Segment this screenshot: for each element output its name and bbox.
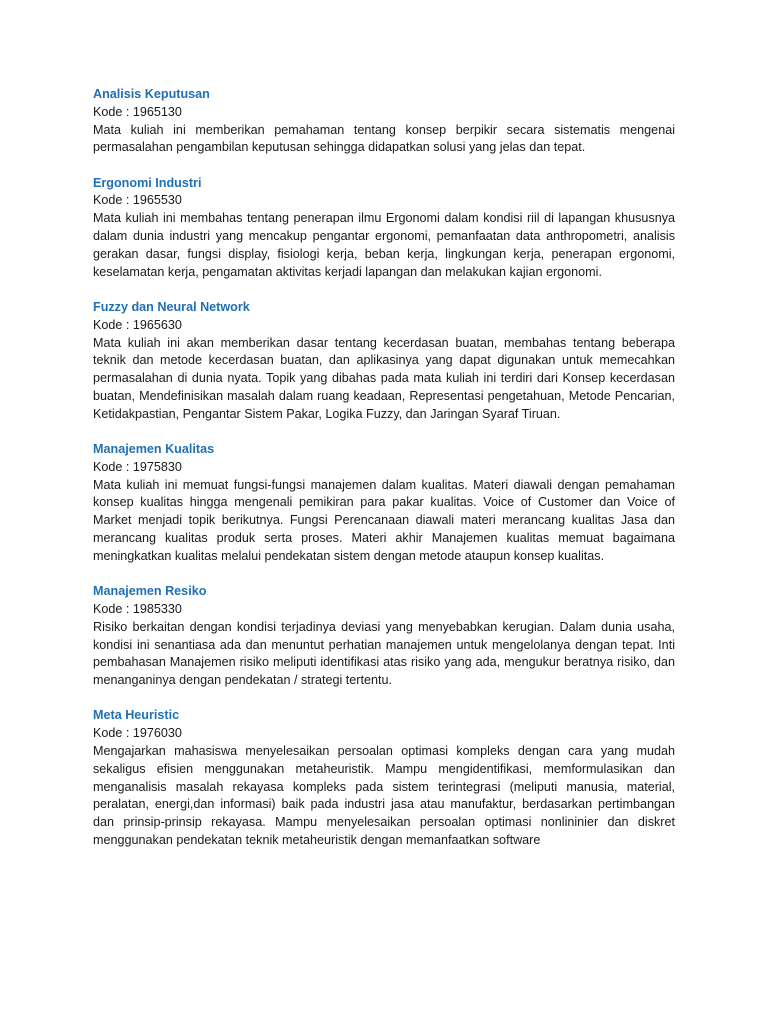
course-description: Mata kuliah ini memberikan pemahaman tentang konsep berpikir secara sistematis mengenai permasalahan pengambilan keputusan sehingga didapatkan solusi yang jelas dan tepat. [93,122,675,155]
course-code: Kode : 1965530 [93,193,182,208]
course-code: Kode : 1965630 [93,317,182,332]
course-title: Manajemen Kualitas [93,442,215,457]
course-title: Meta Heuristic [93,708,180,723]
course-description: Mata kuliah ini memuat fungsi-fungsi manajemen dalam kualitas. Materi diawali dengan pemahaman konsep kualitas hingga mengenali pemikiran para pakar kualitas. Voice of Customer dan Voice of Market menjadi topik berikutnya. Fungsi Perencanaan diawali materi merancang kualitas Jasa dan merancang kualitas produk serta proses. Materi akhir Manajemen kualitas memuat bagaimana meningkatkan kualitas melalui pendekatan sistem dengan metode ataupun konsep kualitas. [93,477,675,563]
course-code: Kode : 1985330 [93,601,182,616]
course-code: Kode : 1975830 [93,459,182,474]
course-description: Mengajarkan mahasiswa menyelesaikan persoalan optimasi kompleks dengan cara yang mudah sekaligus efisien menggunakan metaheuristik. Mampu mengidentifikasi, memformulasikan dan menganalisis masalah rekayasa kompleks pada sistem terintegrasi (meliputi manusia, material, peralatan, energi,dan informasi) baik pada industri jasa atau manufaktur, berdasarkan pertimbangan dan prinsip-prinsip rekayasa. Mampu menyelesaikan persoalan optimasi nonlininier dan diskret menggunakan pendekatan teknik metaheuristik dengan memanfaatkan software [93,744,675,847]
course-description: Mata kuliah ini membahas tentang penerapan ilmu Ergonomi dalam kondisi riil di lapangan khususnya dalam dunia industri yang mencakup pengantar ergonomi, pemanfaatan data anthropometri, analisis gerakan dasar, fungsi display, fisiologi kerja, beban kerja, lingkungan kerja, penerapan ergonomi, keselamatan kerja, pengamatan aktivitas kerjadi lapangan dan melakukan kajian ergonomi. [93,211,675,279]
course-manajemen-kualitas [93,441,675,566]
course-title: Analisis Keputusan [93,87,210,101]
document-page [93,86,675,867]
course-code: Kode : 1976030 [93,726,182,741]
course-title: Ergonomi Industri [93,175,202,190]
course-title: Fuzzy dan Neural Network [93,299,250,314]
course-ergonomi-industri [93,175,675,282]
course-description: Mata kuliah ini akan memberikan dasar tentang kecerdasan buatan, membahas tentang beberapa teknik dan metode kecerdasan buatan, dan aplikasinya yang dapat digunakan untuk memecahkan permasalahan di dunia nyata. Topik yang dibahas pada mata kuliah ini terdiri dari Konsep kecerdasan buatan, Mendefinisikan masalah dalam ruang keadaan, Representasi pengetahuan, Metode Pencarian, Ketidakpastian, Pengantar Sistem Pakar, Logika Fuzzy, dan Jaringan Syaraf Tiruan. [93,335,675,421]
course-meta-heuristic [93,707,675,849]
course-title: Manajemen Resiko [93,584,207,599]
course-description: Risiko berkaitan dengan kondisi terjadinya deviasi yang menyebabkan kerugian. Dalam dunia usaha, kondisi ini senantiasa ada dan menuntut perhatian manajemen untuk mengelolanya dengan tepat. Inti pembahasan Manajemen risiko meliputi identifikasi atas risiko yang ada, mengukur beratnya risiko, dan menanganinya dengan pendekatan / strategi tertentu. [93,619,675,688]
course-analisis-keputusan [93,86,675,157]
course-code: Kode : 1965130 [93,104,182,119]
course-fuzzy-neural-network [93,299,675,424]
course-manajemen-resiko [93,583,675,690]
